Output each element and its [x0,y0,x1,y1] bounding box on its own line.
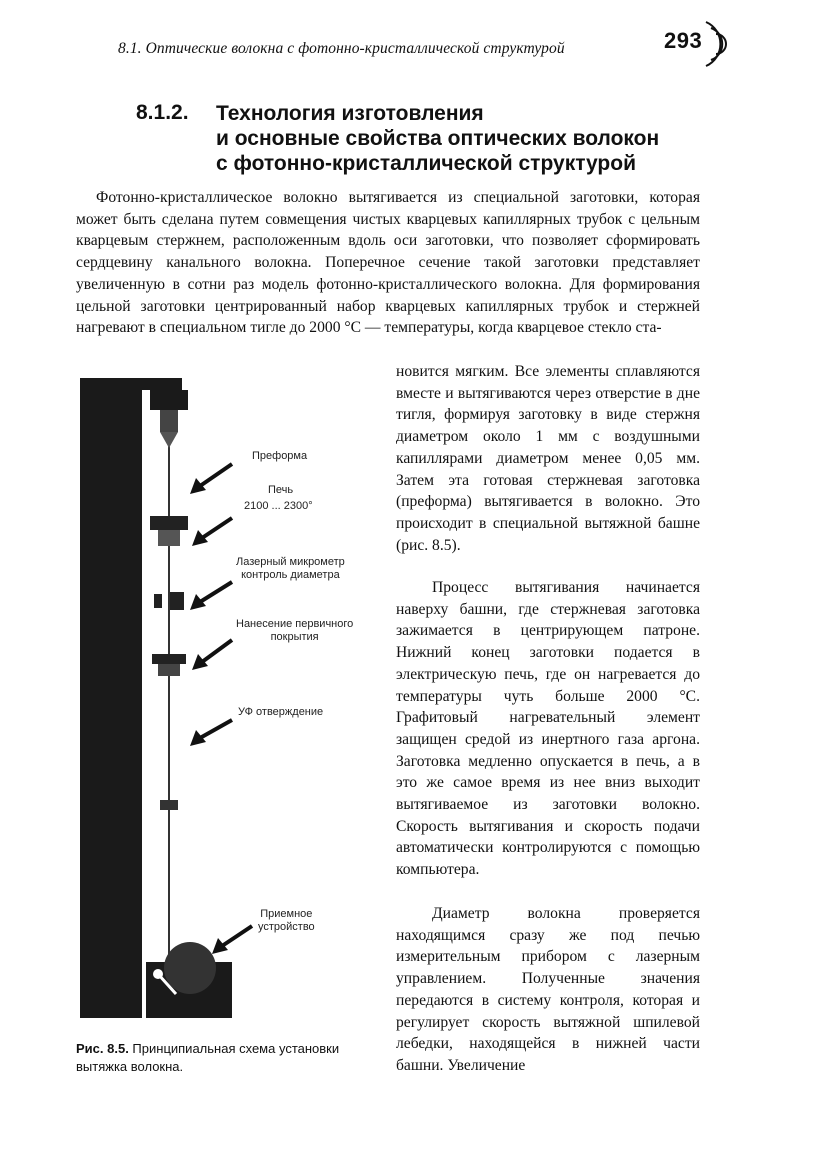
tower-top-bracket [150,390,188,410]
label-laser-line-2: контроль диаметра [241,569,340,581]
figure-drawing-tower [72,368,372,1033]
coating-unit-top [152,654,186,664]
running-head: 8.1. Оптические волокна с фотонно-кристаллической структурой [118,40,565,57]
figure-caption [76,1040,376,1076]
caption-label: Рис. 8.5. [76,1041,129,1056]
tower-column [80,378,142,1018]
label-coating-line-2: покрытия [270,631,319,643]
paragraph-1-full-width: Фотонно-кристаллическое волокно вытягивается из специальной заготовки, которая может быть сделана путем совмещения чистых кварцевых капиллярных трубок с цельным кварцевым стержнем, расположенным вдоль оси заготовки, что позволяет сформировать сердцевину канального волокна. Поперечное сечение такой заготовки представляет увеличенную в сотни раз модель фотонно-кристаллического волокна. Для формирования цельной заготовки центрированный набор кварцевых капиллярных трубок и стержней нагревают в специальном тигле до 2000 °С — температуры, когда кварцевое стекло ста- [76,189,700,337]
section-number: 8.1.2. [136,101,189,124]
paragraph-1-column: новится мягким. Все элементы сплавляются вместе и вытягиваются через отверстие в дне тигля, формируя заготовку в виде стержня диаметром около 1 мм с воздушными капиллярами диаметром менее 0,05 мм. Затем эта готовая стержневая заготовка (преформа) вытягивается в волокно. Это происходит в специальной вытяжной башне (рис. 8.5). [396,363,700,554]
section-title-line: и основные свойства оптических волокон [216,127,660,150]
label-coating [236,618,353,644]
section-title [216,101,676,176]
label-laser-line-1: Лазерный микрометр [236,556,345,568]
label-preform: Преформа [252,450,308,462]
receiver-drum [164,942,216,994]
page-number: 293 [664,28,703,53]
section-title-line: Технология изготовления [216,102,484,125]
furnace-block [150,516,188,530]
label-furnace-temp: 2100 ... 2300° [244,500,313,512]
coating-unit-body [158,664,180,676]
preform-holder [160,410,178,432]
section-title-line: с фотонно-кристаллической структурой [216,152,636,175]
drawing-tower-diagram [72,368,372,1028]
paragraph-2: Процесс вытягивания начинается наверху башни, где стержневая заготовка зажимается в центрирующем патроне. Нижний конец заготовки подается в электрическую печь, где он нагревается до температуры чуть больше 2000 °С. Графитовый нагревательный элемент защищен средой из инертного газа аргона. Заготовка медленно опускается в печь, а в это же самое время из нее вниз выходит вытягиваемое из заготовки волокно. Скорость вытягивания и скорость подачи автоматически контролируются с помощью компьютера. [396,579,700,879]
uv-curing-unit [160,800,178,810]
label-receiver-line-1: Приемное [260,908,313,920]
label-receiver-line-2: устройство [258,921,315,933]
caption-text: Принципиальная схема установки вытяжка волокна. [76,1041,340,1074]
page-number-arcs-icon [700,14,740,74]
paragraph-3: Диаметр волокна проверяется находящимся сразу же под печью измерительным прибором с лазерным управлением. Полученные значения передаются в систему контроля, которая и регулирует скорость вытяжной шпилевой лебедки, находящейся в нижней части башни. Увеличение [396,905,700,1074]
furnace-body [158,530,180,546]
label-laser-micrometer [236,556,345,582]
label-coating-line-1: Нанесение первичного [236,618,354,630]
laser-sensor-left [154,594,162,608]
label-furnace: Печь [268,484,294,496]
label-receiver [258,908,315,934]
label-uv-curing: УФ отверждение [238,706,324,718]
preform-tip [160,432,178,448]
tower-top-beam [142,378,182,390]
laser-sensor-right [170,592,184,610]
